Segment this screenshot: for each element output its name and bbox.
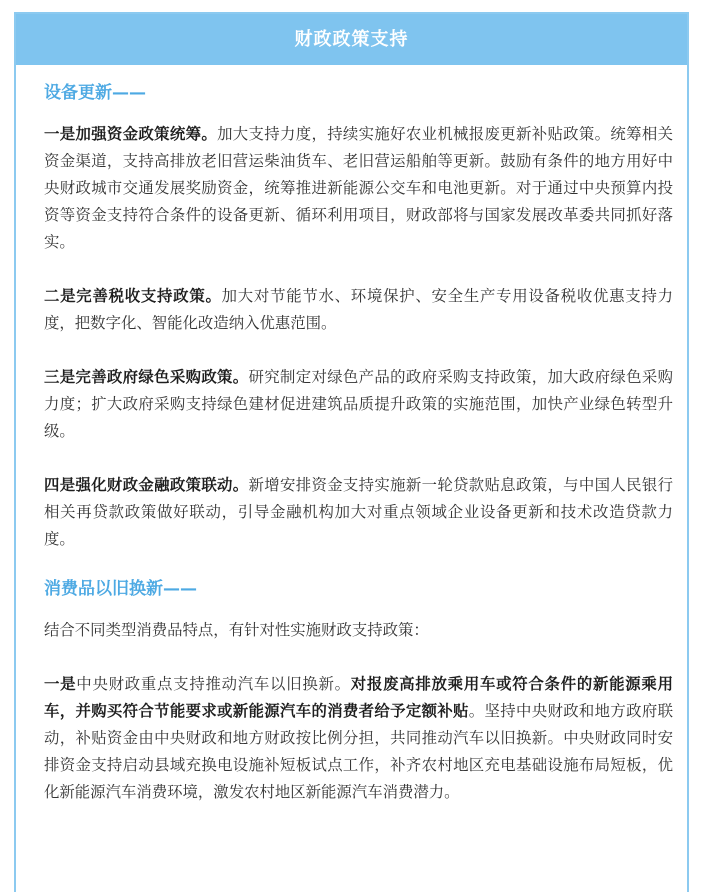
policy-card [14,12,689,892]
paragraph-lead: 四是强化财政金融政策联动。 [44,476,249,494]
paragraph-lead: 一是 [44,675,77,693]
paragraph-text: 中央财政重点支持推动汽车以旧换新。 [76,675,351,693]
section-title-trade-in: 消费品以旧换新—— [44,579,197,599]
paragraph-text: 加大支持力度，持续实施好农业机械报废更新补贴政策。统筹相关资金渠道，支持高排放老旧营运柴油货车、老旧营运船舶等更新。鼓励有条件的地方用好中央财政城市交通发展奖励资金，统筹推进新能源公交车和电池更新。对于通过中央预算内投资等资金支持符合条件的设备更新、循环利用项目，财政部将与国家发展改革委共同抓好落实。 [44,125,673,251]
paragraph-lead: 三是完善政府绿色采购政策。 [44,368,249,386]
paragraph [44,283,673,337]
card-title: 财政政策支持 [294,29,409,50]
paragraph [44,671,673,806]
section-intro: 结合不同类型消费品特点，有针对性实施财政支持政策： [44,621,429,639]
paragraph-text: 新增安排资金支持实施新一轮贷款贴息政策，与中国人民银行相关再贷款政策做好联动，引导金融机构加大对重点领域企业设备更新和技术改造贷款力度。 [44,476,673,548]
paragraph-text: 研究制定对绿色产品的政府采购支持政策，加大政府绿色采购力度；扩大政府采购支持绿色建材促进建筑品质提升政策的实施范围，加快产业绿色转型升级。 [44,368,673,440]
paragraph-lead: 二是完善税收支持政策。 [44,287,222,305]
paragraph-text: 加大对节能节水、环境保护、安全生产专用设备税收优惠支持力度，把数字化、智能化改造纳入优惠范围。 [44,287,673,332]
paragraph [44,472,673,553]
paragraph [44,364,673,445]
card-body [16,81,687,806]
paragraph-text: 。坚持中央财政和地方政府联动，补贴资金由中央财政和地方财政按比例分担，共同推动汽车以旧换新。中央财政同时安排资金支持启动县域充换电设施补短板试点工作，补齐农村地区充电基础设施布局短板，优化新能源汽车消费环境，激发农村地区新能源汽车消费潜力。 [44,702,673,801]
section-title-equipment: 设备更新—— [44,83,146,103]
paragraph [44,121,673,256]
paragraph-emphasis: 对报废高排放乘用车或符合条件的新能源乘用车，并购买符合节能要求或新能源汽车的消费者给予定额补贴 [44,675,673,720]
card-header [16,14,687,65]
paragraph-lead: 一是加强资金政策统筹。 [44,125,218,143]
